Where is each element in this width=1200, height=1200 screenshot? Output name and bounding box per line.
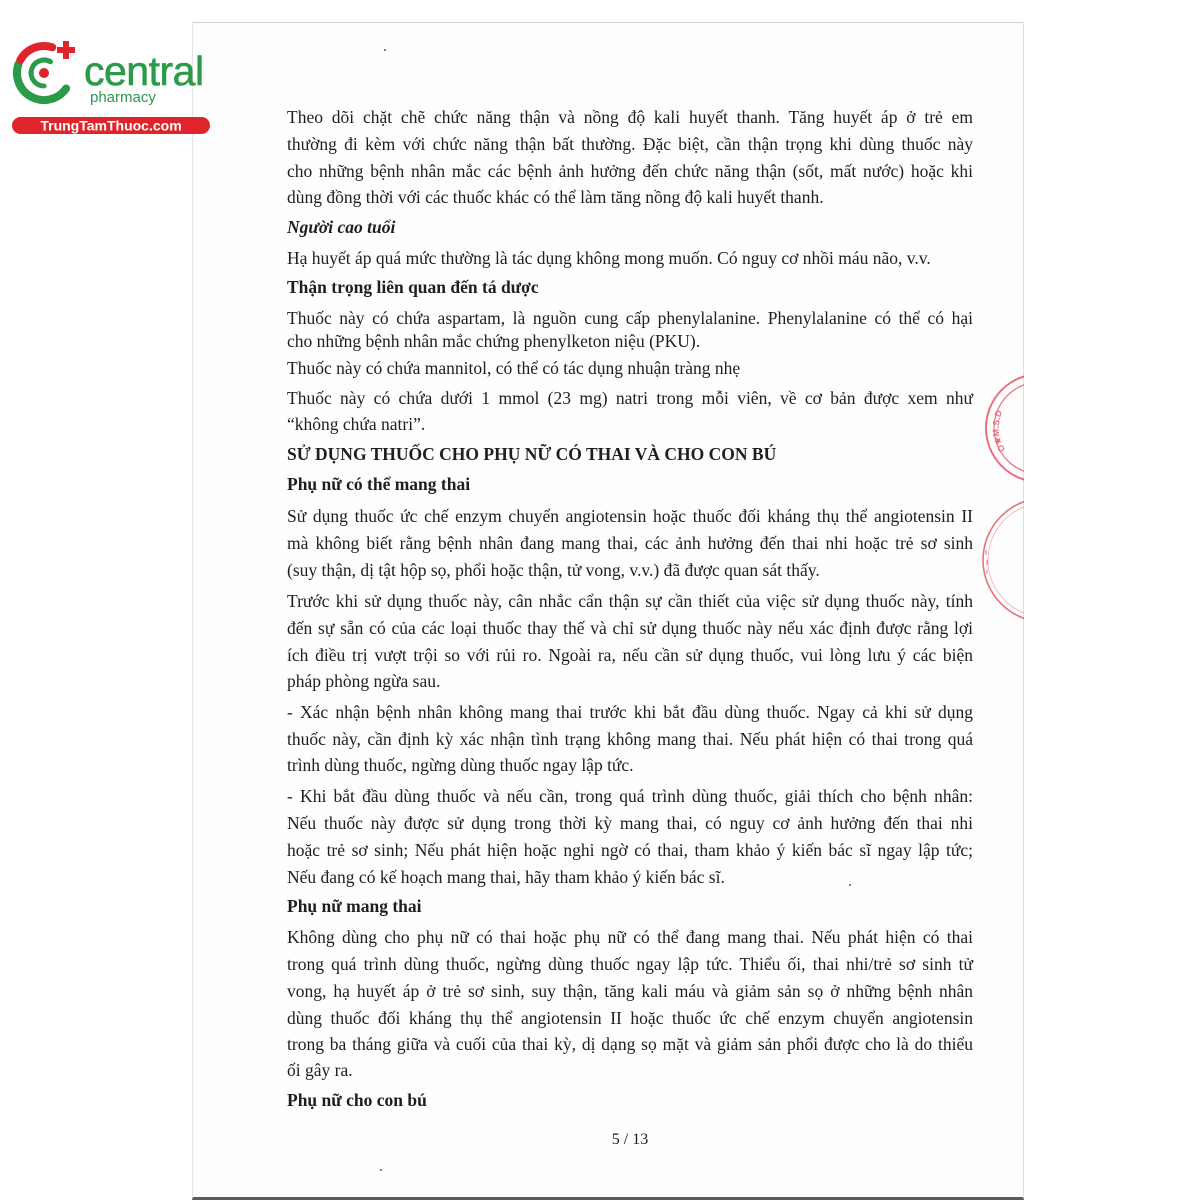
text-line: thường đi kèm với chức năng thận bất thường. Đặc biệt, cần thận trọng khi dùng thuốc này	[287, 134, 973, 154]
text-line: “không chứa natri”.	[287, 414, 426, 434]
text-line: - Xác nhận bệnh nhân không mang thai trước khi bắt đầu dùng thuốc. Ngay cả khi sử dụng	[287, 702, 973, 722]
text-line: thuốc này, cần định kỳ xác nhận tình trạng không mang thai. Nếu phát hiện có thai trong quá	[287, 729, 973, 749]
text-line: trình dùng thuốc, ngừng dùng thuốc ngay lập tức.	[287, 755, 634, 775]
text-line: Hạ huyết áp quá mức thường là tác dụng không mong muốn. Có nguy cơ nhồi máu não, v.v.	[287, 248, 931, 268]
text-line: trong ba tháng giữa và cuối của thai kỳ, dị dạng sọ mặt và giảm sản phổi được cho là do thiểu	[287, 1034, 973, 1054]
text-line: trong quá trình dùng thuốc, ngừng dùng thuốc ngay lập tức. Thiểu ối, thai nhi/trẻ sơ sinh tử	[287, 954, 973, 974]
section-heading: Phụ nữ cho con bú	[287, 1090, 427, 1110]
brand-tagline: pharmacy	[90, 89, 156, 106]
text-line: Thuốc này có chứa mannitol, có thể có tác dụng nhuận tràng nhẹ	[287, 358, 741, 378]
text-line: Theo dõi chặt chẽ chức năng thận và nồng độ kali huyết thanh. Tăng huyết áp ở trẻ em	[287, 107, 973, 127]
text-line: cho những bệnh nhân mắc chứng phenylketon niệu (PKU).	[287, 331, 701, 351]
text-line: đến sự sẵn có của các loại thuốc thay thế và chỉ sử dụng thuốc này nếu xác định được rằng lợi	[287, 618, 973, 638]
section-heading: Thận trọng liên quan đến tá dược	[287, 277, 539, 297]
text-line: Nếu thuốc này được sử dụng trong thời kỳ mang thai, có nguy cơ ảnh hưởng đến thai nhi	[287, 813, 973, 833]
text-line: dùng thuốc đối kháng thụ thể angiotensin II hoặc thuốc ức chế enzym chuyển angiotensin	[287, 1008, 973, 1028]
text-line: Trước khi sử dụng thuốc này, cân nhắc cẩn thận sự cần thiết của việc sử dụng thuốc này, tính	[287, 591, 973, 611]
page-number: 5 / 13	[611, 1131, 649, 1148]
text-line: cho những bệnh nhân mắc các bệnh ảnh hưởng đến chức năng thận (sốt, mất nước) hoặc khi	[287, 161, 973, 181]
section-heading: Người cao tuổi	[287, 217, 396, 237]
brand-name: central	[84, 48, 204, 94]
text-line: Không dùng cho phụ nữ có thai hoặc phụ nữ có thể đang mang thai. Nếu phát hiện có thai	[287, 927, 973, 947]
text-line: hoặc trẻ sơ sinh; Nếu phát hiện hoặc nghi ngờ có thai, tham khảo ý kiến bác sĩ ngay lập tức;	[287, 840, 973, 860]
text-line: - Khi bắt đầu dùng thuốc và nếu cần, trong quá trình dùng thuốc, giải thích cho bệnh nhân:	[287, 786, 973, 806]
section-heading: Phụ nữ mang thai	[287, 896, 422, 916]
text-line: Sử dụng thuốc ức chế enzym chuyển angiotensin hoặc thuốc đối kháng thụ thể angiotensin II	[287, 506, 973, 526]
text-line: ối gây ra.	[287, 1060, 353, 1080]
text-line: dùng đồng thời với các thuốc khác có thể làm tăng nồng độ kali huyết thanh.	[287, 187, 824, 207]
section-heading: Phụ nữ có thể mang thai	[287, 474, 471, 494]
text-line: mà không biết rằng bệnh nhân đang mang thai, các ảnh hưởng đến thai nhi hoặc trẻ sơ sinh	[287, 533, 973, 553]
text-line: pháp phòng ngừa sau.	[287, 671, 441, 691]
text-line: Nếu đang có kế hoạch mang thai, hãy tham khảo ý kiến bác sĩ.	[287, 867, 725, 887]
text-line: vong, hạ huyết áp ở trẻ sơ sinh, suy thận, tăng kali máu và giảm sản sọ ở những bệnh nhân	[287, 981, 973, 1001]
text-line: ích điều trị vượt trội so với rủi ro. Ngoài ra, nếu cần sử dụng thuốc, vui lòng lưu ý các biện	[287, 645, 973, 665]
section-title: SỬ DỤNG THUỐC CHO PHỤ NỮ CÓ THAI VÀ CHO CON BÚ	[287, 444, 777, 464]
text-line: Thuốc này có chứa aspartam, là nguồn cung cấp phenylalanine. Phenylalanine có thể có hại	[287, 308, 973, 328]
text-line: Thuốc này có chứa dưới 1 mmol (23 mg) natri trong mỗi viên, về cơ bản được xem như	[287, 388, 973, 408]
stamp-lettering: O★M.S.D	[990, 408, 1008, 454]
text-line: (suy thận, dị tật hộp sọ, phổi hoặc thận, tử vong, v.v.) đã được quan sát thấy.	[287, 560, 820, 580]
website-label: TrungTamThuoc.com	[40, 117, 182, 134]
